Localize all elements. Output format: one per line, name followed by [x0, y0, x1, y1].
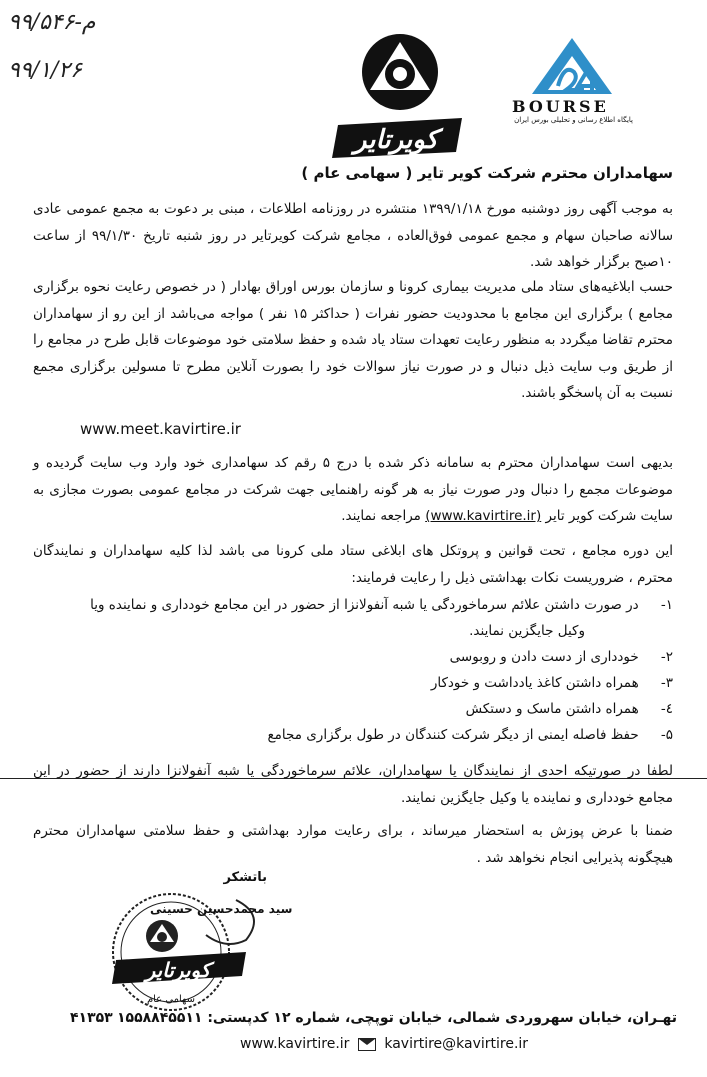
list-item-number: ۱-	[660, 597, 673, 613]
footer-contact	[240, 1036, 528, 1052]
list-item-number: ٤-	[660, 701, 673, 717]
paragraph-no-reception: ضمنا با عرض پوزش به استحضار میرساند ، برای رعایت موارد بهداشتی و حفظ سلامتی سهامداران محترم هیچگونه پذیرایی انجام نخواهد شد .	[33, 823, 673, 866]
list-item-text: خودداری از دست دادن و روبوسی	[449, 649, 639, 665]
stamp-company-text: کویرتایر	[145, 958, 211, 982]
company-stamp	[96, 880, 266, 1020]
list-item-text: حفظ فاصله ایمنی از دیگر شرکت کنندگان در طول برگزاری مجامع	[267, 727, 639, 743]
company-website-link[interactable]: (www.kavirtire.ir)	[425, 508, 542, 524]
list-item	[33, 592, 673, 618]
list-item-text: در صورت داشتن علائم سرماخوردگی یا شبه آنفولانزا از حضور در این مجامع خودداری و نماینده ویا	[90, 597, 639, 613]
salutation: سهامداران محترم شرکت کویر تایر ( سهامی عام )	[301, 164, 673, 182]
footer-website-link[interactable]: www.kavirtire.ir	[240, 1036, 350, 1052]
paragraph-covid-guidelines: حسب ابلاغیه‌های ستاد ملی مدیریت بیماری کرونا و سازمان بورس اوراق بهادار ( در خصوص رعایت نحوه برگزاری مجامع ) برگزاری این مجامع با محدودیت حضور نفرات ( حداکثر ۱۵ نفر ) مواجه می‌باشد از این رو از سهامداران محترم تقاضا میگردد به منظور رعایت تعهدات ستاد یاد شده و حفظ سلامتی خود موضوعات قابل طرح در مجامع را از طریق وب سایت ذیل دنبال و در صورت نیاز سوالات خود را بصورت آنلاین مطرح تا مسولین برگزاری مجمع نسبت به آن پاسخگو باشند.	[33, 279, 673, 401]
health-rules-list	[33, 592, 673, 748]
reference-date: ۹۹/۱/۲۶	[8, 58, 82, 83]
signatory-name: سید محمدحسین حسینی	[150, 902, 293, 916]
list-item	[33, 722, 673, 748]
stamp-subtitle: سهامی عام	[146, 994, 196, 1005]
website-instructions-text: بدیهی است سهامداران محترم به سامانه ذکر شده با درج ۵ رقم کد سهامداری خود وارد وب سایت گردیده و موضوعات مجمع را دنبال ودر صورت نیاز به هر گونه راهنمایی جهت شرکت در مجامع عمومی بصورت مجازی به سایت شرکت کویر تایر	[33, 455, 673, 524]
bourse-logo-word: BOURSE	[512, 97, 609, 116]
meeting-website-link[interactable]: www.meet.kavirtire.ir	[80, 420, 241, 438]
list-item	[33, 618, 673, 644]
bourse-logo-subtitle: پایگاه اطلاع رسانی و تحلیلی بورس ایران	[514, 116, 633, 124]
footer-email-link[interactable]: kavirtire@kavirtire.ir	[384, 1036, 529, 1052]
list-item	[33, 696, 673, 722]
list-item-number: ۳-	[660, 675, 673, 691]
footer-address: تهـران، خیابان سهروردی شمالی، خیابان توپچی، شماره ۱۲ کدپستی: ۱۵۵۸۸۴۵۵۱۱	[117, 1010, 677, 1026]
list-item-number: ۲-	[660, 649, 673, 665]
paragraph-meeting-notice: به موجب آگهی روز دوشنبه مورخ ۱۳۹۹/۱/۱۸ منتشره در روزنامه اطلاعات ، مبنی بر دعوت به مجمع عمومی عادی سالانه صاحبان سهام و مجمع عمومی فوق‌العاده ، مجامع شرکت کویرتایر در روز شنبه تاریخ ۹۹/۱/۳۰ از ساعت ۱۰صبح برگزار خواهد شد.	[33, 201, 674, 270]
closing-thanks: باتشکر	[223, 870, 267, 885]
list-item-number: ۵-	[660, 727, 673, 743]
reference-number: ۹۹/م-۵۴۶	[8, 10, 96, 35]
paragraph-website-instructions	[33, 450, 673, 530]
list-item	[33, 670, 673, 696]
list-item-text: همراه داشتن ماسک و دستکش	[465, 701, 639, 717]
list-item-text: همراه داشتن کاغذ یادداشت و خودکار	[430, 675, 639, 691]
paragraph-symptoms-notice: لطفا در صورتیکه احدی از نمایندگان یا سهامداران، علائم سرماخوردگی یا شبه آنفولانزا دارند از حضور در این مجامع خودداری و نماینده یا وکیل جایگزین نمایند.	[33, 763, 673, 806]
list-item-text: وکیل جایگزین نمایند.	[469, 623, 585, 639]
kavir-logo-text: کویرتایر	[353, 125, 439, 155]
list-item	[33, 644, 673, 670]
website-instructions-end: مراجعه نمایند.	[341, 508, 421, 524]
envelope-icon	[358, 1038, 376, 1051]
paragraph-health-protocols: این دوره مجامع ، تحت قوانین و پروتکل های ابلاغی ستاد ملی کرونا می باشد لذا کلیه سهامداران و نمایندگان محترم ، ضروریست نکات بهداشتی ذیل را رعایت فرمایند:	[33, 543, 673, 586]
footer-phone: ۴۱۳۵۳	[70, 1010, 113, 1026]
kavir-tire-logo	[330, 30, 470, 160]
